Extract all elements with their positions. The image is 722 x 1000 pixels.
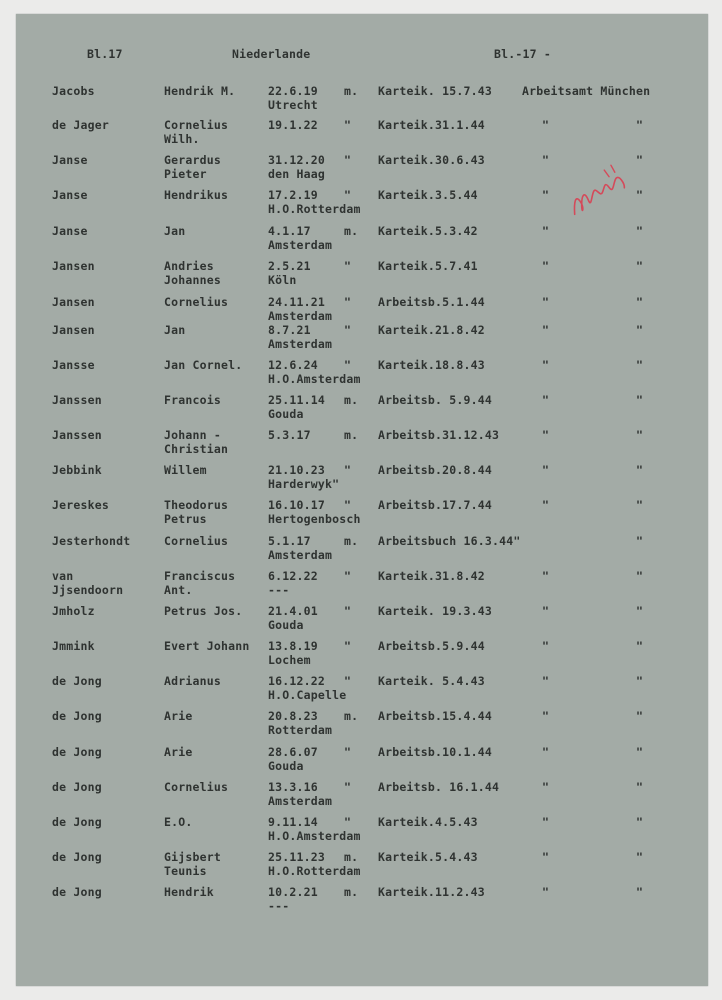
- surname: de Jong: [52, 815, 102, 829]
- birth-date: 2.5.21: [268, 259, 311, 273]
- office-cell: ": [542, 745, 550, 759]
- source-cell: Karteik. 19.3.43: [378, 604, 492, 618]
- office-ditto-cell: ": [636, 815, 644, 829]
- birth-cell: [268, 534, 332, 562]
- table-row: [0, 393, 722, 427]
- sex-cell: ": [344, 780, 352, 794]
- sex-cell: ": [344, 569, 352, 583]
- table-row: [0, 84, 722, 118]
- given-name-line: Johann -: [164, 428, 221, 442]
- given-name-line: Andries: [164, 259, 214, 273]
- given-name-line: Christian: [164, 442, 229, 456]
- sex-cell: ": [344, 604, 352, 618]
- birth-cell: [268, 393, 325, 421]
- sex-cell: m.: [344, 393, 359, 407]
- source-cell: Karteik.21.8.42: [378, 323, 485, 337]
- table-row: [0, 639, 722, 673]
- birth-place: Harderwyk": [268, 477, 340, 491]
- given-names-cell: [164, 463, 207, 477]
- surname-cell: [52, 463, 102, 477]
- given-name-line: Petrus: [164, 512, 207, 526]
- birth-cell: [268, 674, 346, 702]
- sex-cell: ": [344, 358, 352, 372]
- surname: Janse: [52, 188, 88, 202]
- birth-place: Gouda: [268, 618, 304, 632]
- birth-place: H.O.Capelle: [268, 688, 347, 702]
- source-cell: Karteik. 5.4.43: [378, 674, 485, 688]
- given-names-cell: [164, 84, 235, 98]
- office-cell: Arbeitsamt München: [522, 84, 651, 98]
- given-names-cell: [164, 358, 242, 372]
- surname: Jmmink: [52, 639, 95, 653]
- table-row: [0, 815, 722, 849]
- given-names-cell: [164, 118, 228, 146]
- office-ditto-cell: ": [636, 224, 644, 238]
- table-row: [0, 323, 722, 357]
- surname: Janse: [52, 224, 88, 238]
- birth-date: 25.11.23: [268, 850, 325, 864]
- table-row: [0, 224, 722, 258]
- source-cell: Karteik.5.4.43: [378, 850, 478, 864]
- surname: de Jong: [52, 850, 102, 864]
- table-row: [0, 118, 722, 152]
- sex-cell: ": [344, 118, 352, 132]
- sheet-number-left: Bl.17: [87, 47, 123, 61]
- office-ditto-cell: ": [636, 780, 644, 794]
- table-row: [0, 745, 722, 779]
- source-cell: Karteik.31.8.42: [378, 569, 485, 583]
- office-ditto-cell: ": [636, 323, 644, 337]
- birth-date: 13.8.19: [268, 639, 318, 653]
- given-name-line: Cornelius: [164, 118, 229, 132]
- office-cell: ": [542, 569, 550, 583]
- birth-place: H.O.Rotterdam: [268, 202, 361, 216]
- birth-place: Amsterdam: [268, 548, 333, 562]
- office-cell: ": [542, 224, 550, 238]
- given-name-line: Theodorus: [164, 498, 229, 512]
- office-ditto-cell: ": [636, 428, 644, 442]
- office-cell: ": [542, 428, 550, 442]
- birth-cell: [268, 604, 318, 632]
- birth-date: 10.2.21: [268, 885, 318, 899]
- surname-cell: [52, 709, 102, 723]
- birth-place: H.O.Amsterdam: [268, 829, 361, 843]
- birth-place: ---: [268, 899, 290, 913]
- surname-cell: [52, 295, 95, 309]
- office-ditto-cell: ": [636, 745, 644, 759]
- office-ditto-cell: ": [636, 393, 644, 407]
- surname-cell: [52, 815, 102, 829]
- surname-cell: [52, 118, 109, 132]
- surname-cell: [52, 498, 109, 512]
- table-row: [0, 259, 722, 293]
- office-ditto-cell: ": [636, 850, 644, 864]
- birth-cell: [268, 463, 339, 491]
- surname: Janse: [52, 153, 88, 167]
- birth-date: 12.6.24: [268, 358, 318, 372]
- given-names-cell: [164, 224, 185, 238]
- birth-date: 31.12.20: [268, 153, 325, 167]
- given-names-cell: [164, 534, 228, 548]
- given-names-cell: [164, 780, 228, 794]
- office-ditto-cell: ": [636, 885, 644, 899]
- office-cell: ": [542, 639, 550, 653]
- source-cell: Karteik.4.5.43: [378, 815, 478, 829]
- surname-cell: [52, 850, 102, 864]
- given-name-line: E.O.: [164, 815, 193, 829]
- sex-cell: ": [344, 323, 352, 337]
- given-names-cell: [164, 745, 193, 759]
- source-cell: Karteik.11.2.43: [378, 885, 485, 899]
- surname-cell: [52, 885, 102, 899]
- office-cell: ": [542, 323, 550, 337]
- office-cell: ": [542, 259, 550, 273]
- surname-cell: [52, 153, 88, 167]
- sex-cell: ": [344, 153, 352, 167]
- given-name-line: Willem: [164, 463, 207, 477]
- birth-place: Gouda: [268, 407, 304, 421]
- birth-cell: [268, 428, 311, 442]
- source-cell: Arbeitsb.15.4.44: [378, 709, 492, 723]
- sex-cell: ": [344, 815, 352, 829]
- office-cell: ": [542, 498, 550, 512]
- source-cell: Arbeitsb.17.7.44: [378, 498, 492, 512]
- surname-cell: [52, 780, 102, 794]
- given-name-line: Jan Cornel.: [164, 358, 243, 372]
- birth-date: 16.12.22: [268, 674, 325, 688]
- birth-date: 5.1.17: [268, 534, 311, 548]
- table-row: [0, 709, 722, 743]
- birth-place: Hertogenbosch: [268, 512, 361, 526]
- birth-date: 16.10.17: [268, 498, 325, 512]
- surname-cell: [52, 188, 88, 202]
- given-name-line: Arie: [164, 745, 193, 759]
- birth-cell: [268, 639, 318, 667]
- office-ditto-cell: ": [636, 295, 644, 309]
- source-cell: Karteik.5.3.42: [378, 224, 478, 238]
- given-names-cell: [164, 639, 249, 653]
- office-ditto-cell: ": [636, 188, 644, 202]
- source-cell: Karteik.30.6.43: [378, 153, 485, 167]
- given-names-cell: [164, 323, 185, 337]
- office-ditto-cell: ": [636, 463, 644, 477]
- surname: Jereskes: [52, 498, 109, 512]
- birth-place: Amsterdam: [268, 309, 333, 323]
- sex-cell: ": [344, 745, 352, 759]
- given-name-line: Francois: [164, 393, 221, 407]
- surname-cell: [52, 84, 95, 98]
- given-name-line: Teunis: [164, 864, 207, 878]
- birth-cell: [268, 118, 318, 132]
- given-names-cell: [164, 295, 228, 309]
- birth-cell: [268, 224, 332, 252]
- office-ditto-cell: ": [636, 569, 644, 583]
- birth-date: 28.6.07: [268, 745, 318, 759]
- surname: de Jong: [52, 709, 102, 723]
- given-name-line: Jan: [164, 224, 186, 238]
- birth-date: 22.6.19: [268, 84, 318, 98]
- birth-cell: [268, 84, 318, 112]
- office-ditto-cell: ": [636, 674, 644, 688]
- given-name-line: Cornelius: [164, 534, 229, 548]
- birth-place: Utrecht: [268, 98, 318, 112]
- birth-place: den Haag: [268, 167, 325, 181]
- table-row: [0, 463, 722, 497]
- given-name-line: Wilh.: [164, 132, 200, 146]
- office-ditto-cell: ": [636, 709, 644, 723]
- surname-cell: [52, 639, 95, 653]
- surname-cell: [52, 604, 95, 618]
- surname-cell: [52, 745, 102, 759]
- surname: Jansse: [52, 358, 95, 372]
- birth-date: 17.2.19: [268, 188, 318, 202]
- table-row: [0, 569, 722, 603]
- office-ditto-cell: ": [636, 498, 644, 512]
- birth-cell: [268, 885, 318, 913]
- office-ditto-cell: ": [636, 639, 644, 653]
- given-names-cell: [164, 153, 221, 181]
- surname-cell: [52, 358, 95, 372]
- birth-date: 19.1.22: [268, 118, 318, 132]
- birth-date: 21.4.01: [268, 604, 318, 618]
- table-row: [0, 850, 722, 884]
- table-row: [0, 498, 722, 532]
- office-cell: ": [542, 815, 550, 829]
- given-name-line: Hendrik: [164, 885, 214, 899]
- given-names-cell: [164, 850, 221, 878]
- birth-cell: [268, 780, 332, 808]
- office-cell: ": [542, 188, 550, 202]
- given-names-cell: [164, 498, 228, 526]
- office-ditto-cell: ": [636, 153, 644, 167]
- surname-line-2: Jjsendoorn: [52, 583, 124, 597]
- surname-cell: [52, 393, 102, 407]
- given-names-cell: [164, 393, 221, 407]
- source-cell: Arbeitsb.5.9.44: [378, 639, 485, 653]
- birth-date: 6.12.22: [268, 569, 318, 583]
- surname: van: [52, 569, 74, 583]
- source-cell: Karteik.18.8.43: [378, 358, 485, 372]
- source-cell: Arbeitsb.5.1.44: [378, 295, 485, 309]
- sheet-number-right: Bl.-17 -: [494, 47, 551, 61]
- birth-date: 20.8.23: [268, 709, 318, 723]
- source-cell: Karteik.31.1.44: [378, 118, 485, 132]
- given-names-cell: [164, 569, 235, 597]
- surname: de Jong: [52, 745, 102, 759]
- birth-place: Lochem: [268, 653, 311, 667]
- sex-cell: m.: [344, 84, 359, 98]
- source-cell: Karteik.5.7.41: [378, 259, 478, 273]
- sex-cell: m.: [344, 850, 359, 864]
- birth-place: H.O.Amsterdam: [268, 372, 361, 386]
- office-ditto-cell: ": [636, 604, 644, 618]
- surname: Jesterhondt: [52, 534, 131, 548]
- surname: de Jong: [52, 674, 102, 688]
- given-name-line: Arie: [164, 709, 193, 723]
- table-row: [0, 780, 722, 814]
- sex-cell: ": [344, 188, 352, 202]
- sex-cell: m.: [344, 709, 359, 723]
- surname-cell: [52, 428, 102, 442]
- birth-cell: [268, 323, 332, 351]
- table-row: [0, 885, 722, 919]
- table-row: [0, 534, 722, 568]
- sex-cell: m.: [344, 885, 359, 899]
- birth-place: H.O.Rotterdam: [268, 864, 361, 878]
- source-cell: Karteik.3.5.44: [378, 188, 478, 202]
- birth-place: Rotterdam: [268, 723, 333, 737]
- surname-cell: [52, 224, 88, 238]
- office-ditto-cell: ": [636, 358, 644, 372]
- birth-date: 24.11.21: [268, 295, 325, 309]
- office-cell: ": [542, 780, 550, 794]
- surname-cell: [52, 259, 95, 273]
- sex-cell: ": [344, 259, 352, 273]
- sex-cell: ": [344, 295, 352, 309]
- birth-place: ---: [268, 583, 290, 597]
- source-cell: Arbeitsb.10.1.44: [378, 745, 492, 759]
- given-name-line: Gerardus: [164, 153, 221, 167]
- birth-cell: [268, 569, 318, 597]
- office-cell: ": [542, 295, 550, 309]
- surname-cell: [52, 674, 102, 688]
- office-cell: ": [542, 604, 550, 618]
- birth-cell: [268, 259, 311, 287]
- surname: Jmholz: [52, 604, 95, 618]
- source-cell: Arbeitsb. 5.9.44: [378, 393, 492, 407]
- surname: Jansen: [52, 295, 95, 309]
- given-name-line: Gijsbert: [164, 850, 221, 864]
- source-cell: Arbeitsb.31.12.43: [378, 428, 500, 442]
- source-cell: Arbeitsb.20.8.44: [378, 463, 492, 477]
- given-name-line: Jan: [164, 323, 186, 337]
- given-name-line: Johannes: [164, 273, 221, 287]
- birth-cell: [268, 745, 318, 773]
- birth-cell: [268, 153, 325, 181]
- surname: Janssen: [52, 393, 102, 407]
- given-names-cell: [164, 604, 242, 618]
- given-name-line: Petrus Jos.: [164, 604, 243, 618]
- given-names-cell: [164, 885, 214, 899]
- birth-place: Amsterdam: [268, 794, 333, 808]
- office-ditto-cell: ": [636, 118, 644, 132]
- given-name-line: Hendrikus: [164, 188, 229, 202]
- given-name-line: Cornelius: [164, 780, 229, 794]
- country-heading: Niederlande: [232, 47, 311, 61]
- office-ditto-cell: ": [636, 259, 644, 273]
- birth-date: 25.11.14: [268, 393, 325, 407]
- source-cell: Arbeitsbuch 16.3.44": [378, 534, 521, 548]
- given-name-line: Ant.: [164, 583, 193, 597]
- birth-date: 9.11.14: [268, 815, 318, 829]
- office-ditto-cell: ": [636, 534, 644, 548]
- surname-cell: [52, 534, 130, 548]
- office-cell: ": [542, 153, 550, 167]
- given-names-cell: [164, 428, 228, 456]
- sex-cell: m.: [344, 224, 359, 238]
- birth-cell: [268, 295, 332, 323]
- birth-place: Köln: [268, 273, 297, 287]
- surname: de Jager: [52, 118, 109, 132]
- sex-cell: m.: [344, 428, 359, 442]
- birth-place: Gouda: [268, 759, 304, 773]
- office-cell: ": [542, 118, 550, 132]
- table-row: [0, 674, 722, 708]
- birth-place: Amsterdam: [268, 337, 333, 351]
- surname: de Jong: [52, 885, 102, 899]
- given-names-cell: [164, 815, 193, 829]
- birth-date: 5.3.17: [268, 428, 311, 442]
- table-row: [0, 604, 722, 638]
- source-cell: Karteik. 15.7.43: [378, 84, 492, 98]
- birth-date: 8.7.21: [268, 323, 311, 337]
- source-cell: Arbeitsb. 16.1.44: [378, 780, 500, 794]
- office-cell: ": [542, 885, 550, 899]
- table-row: [0, 358, 722, 392]
- given-name-line: Adrianus: [164, 674, 221, 688]
- surname: de Jong: [52, 780, 102, 794]
- office-cell: ": [542, 393, 550, 407]
- given-names-cell: [164, 259, 221, 287]
- given-name-line: Hendrik M.: [164, 84, 236, 98]
- sex-cell: ": [344, 639, 352, 653]
- given-names-cell: [164, 674, 221, 688]
- office-cell: ": [542, 850, 550, 864]
- office-cell: ": [542, 463, 550, 477]
- birth-place: Amsterdam: [268, 238, 333, 252]
- surname: Jacobs: [52, 84, 95, 98]
- birth-date: 4.1.17: [268, 224, 311, 238]
- sex-cell: ": [344, 498, 352, 512]
- surname-cell: [52, 569, 123, 597]
- office-cell: ": [542, 674, 550, 688]
- given-name-line: Pieter: [164, 167, 207, 181]
- birth-cell: [268, 709, 332, 737]
- sex-cell: m.: [344, 534, 359, 548]
- given-name-line: Franciscus: [164, 569, 236, 583]
- given-names-cell: [164, 188, 228, 202]
- table-row: [0, 428, 722, 462]
- surname: Jansen: [52, 259, 95, 273]
- surname-cell: [52, 323, 95, 337]
- birth-date: 13.3.16: [268, 780, 318, 794]
- surname: Jansen: [52, 323, 95, 337]
- given-name-line: Evert Johann: [164, 639, 250, 653]
- surname: Jebbink: [52, 463, 102, 477]
- sex-cell: ": [344, 463, 352, 477]
- sex-cell: ": [344, 674, 352, 688]
- given-name-line: Cornelius: [164, 295, 229, 309]
- given-names-cell: [164, 709, 193, 723]
- surname: Janssen: [52, 428, 102, 442]
- birth-date: 21.10.23: [268, 463, 325, 477]
- office-cell: ": [542, 709, 550, 723]
- office-cell: ": [542, 358, 550, 372]
